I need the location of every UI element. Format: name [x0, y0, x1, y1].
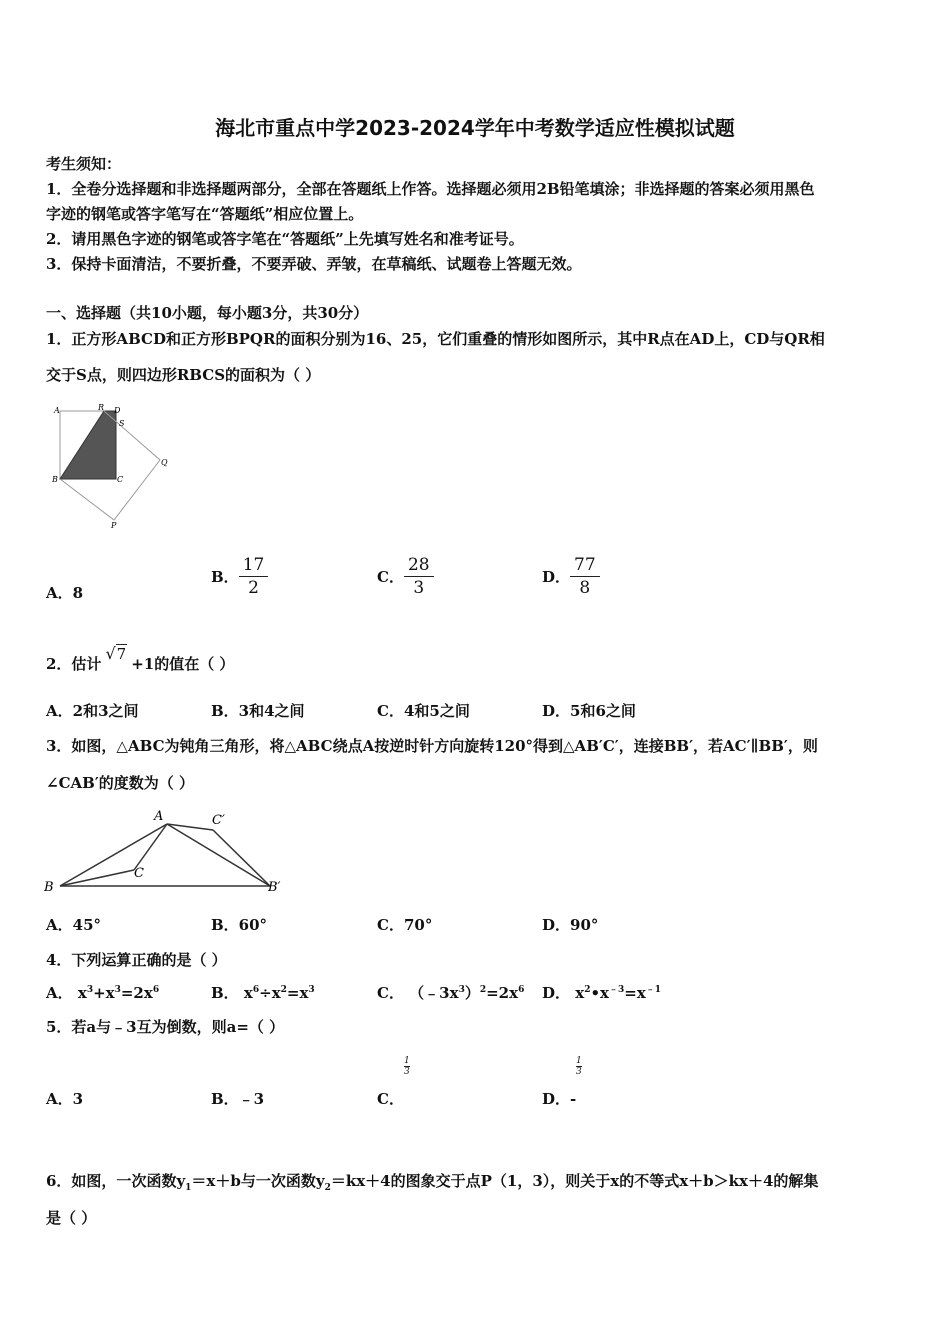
q1-option-a-value: 8 — [72, 584, 84, 602]
segment-ab2 — [167, 824, 270, 886]
q2-option-c[interactable]: C．4和5之间 — [377, 702, 470, 720]
q4-option-d[interactable]: D． $x^2•x^{﹣3}=x^{﹣1}$ — [542, 984, 662, 1002]
fraction-numerator: 1 — [404, 1056, 410, 1066]
q3-stem-line-2: ∠CAB′的度数为（ ） — [46, 774, 195, 792]
q1-option-c-fraction — [404, 554, 434, 599]
fraction-numerator: 28 — [404, 554, 434, 577]
fig3-label-a: A — [154, 809, 164, 824]
segment-ac2 — [167, 824, 213, 830]
q1-option-c-label: C． — [377, 568, 404, 586]
segment-bc — [60, 870, 134, 886]
q3-figure — [40, 804, 290, 898]
notice-item-1-line-2: 字迹的钢笔或答字笔写在“答题纸”相应位置上。 — [46, 205, 364, 223]
fraction-denominator: 3 — [413, 578, 425, 598]
q1-option-d-label: D． — [542, 568, 571, 586]
notice-item-2: 2．请用黑色字迹的钢笔或答字笔在“答题纸”上先填写姓名和准考证号。 — [46, 230, 524, 248]
page-title: 海北市重点中学2023-2024学年中考数学适应性模拟试题 — [215, 116, 735, 140]
q6-stem-line-1: 6．如图，一次函数$y_1=x+b$与一次函数$y_2=kx+4$的图象交于点P（1，3），则关于x的不等式x＋b＞kx＋4的解集 — [46, 1172, 819, 1193]
q6-stem-line-2: 是（ ） — [46, 1209, 97, 1227]
fraction-denominator: 8 — [579, 578, 591, 598]
fig1-label-s: S — [119, 419, 125, 428]
q3-option-a[interactable]: A．45° — [46, 916, 102, 934]
q1-option-c[interactable] — [377, 554, 434, 599]
q5-option-b[interactable]: B．﹣3 — [211, 1090, 265, 1108]
q1-option-a[interactable] — [46, 582, 83, 603]
q5-stem: 5．若a与﹣3互为倒数，则a=（ ） — [46, 1018, 285, 1036]
q5-option-c-label: C． — [377, 1090, 404, 1108]
fraction-denominator: 3 — [576, 1067, 582, 1077]
segment-c2b2 — [213, 830, 270, 886]
fig1-label-r: R — [98, 403, 105, 412]
q1-figure — [44, 402, 184, 532]
q2-prefix: 2．估计 — [46, 655, 102, 673]
q2-option-a[interactable]: A．2和3之间 — [46, 702, 139, 720]
q4-option-c-label: C． — [377, 984, 404, 1002]
q1-stem-line-1: 1．正方形ABCD和正方形BPQR的面积分别为16、25，它们重叠的情形如图所示，其中R点在AD上，CD与QR相 — [46, 330, 825, 348]
segment-ba — [60, 824, 167, 886]
q1-stem-line-2: 交于S点，则四边形RBCS的面积为（ ） — [46, 366, 321, 384]
q1-option-a-label: A． — [46, 584, 73, 602]
fig1-label-p: P — [111, 521, 117, 530]
q5-option-d-label: D．- — [542, 1090, 577, 1108]
radicand: 7 — [116, 645, 127, 663]
q3-option-b[interactable]: B．60° — [211, 916, 268, 934]
fraction-numerator: 17 — [239, 554, 269, 577]
q4-stem: 4．下列运算正确的是（ ） — [46, 951, 227, 969]
q5-option-d[interactable] — [542, 1088, 576, 1109]
shaded-rbcs — [60, 411, 116, 479]
notice-heading: 考生须知： — [46, 155, 122, 173]
fig1-label-d: D — [114, 406, 121, 415]
q4-option-b-label: B． — [211, 984, 239, 1002]
q4-option-b[interactable]: B． $x^6\div x^2=x^3$ — [211, 984, 315, 1002]
radical-icon: √ — [105, 644, 116, 663]
q1-option-d-fraction — [570, 554, 600, 599]
q4-option-d-label: D． — [542, 984, 571, 1002]
q3-option-d[interactable]: D．90° — [542, 916, 599, 934]
fraction-denominator: 2 — [248, 578, 259, 598]
q3-option-c[interactable]: C．70° — [377, 916, 433, 934]
q2-stem — [46, 644, 235, 674]
fraction-denominator: 3 — [404, 1067, 410, 1077]
segment-ca — [134, 824, 167, 870]
q2-suffix: +1的值在（ ） — [131, 655, 235, 673]
q2-option-b[interactable]: B．3和4之间 — [211, 702, 305, 720]
q2-option-d[interactable]: D．5和6之间 — [542, 702, 636, 720]
fig1-label-b: B — [52, 475, 58, 484]
notice-item-1-line-1: 1．全卷分选择题和非选择题两部分，全部在答题纸上作答。选择题必须用2B铅笔填涂；非选择题的答案必须用黑色 — [46, 180, 815, 198]
q4-option-a-label: A． — [46, 984, 73, 1002]
q5-option-c[interactable] — [377, 1088, 404, 1109]
fig3-label-c: C — [134, 866, 144, 881]
fig1-label-a: A — [54, 406, 60, 415]
q4-option-a[interactable]: A． $x^3+x^3=2x^6$ — [46, 984, 160, 1002]
fig3-label-b-prime: B′ — [268, 880, 281, 895]
q1-option-b-fraction — [239, 554, 269, 599]
fig1-label-q: Q — [161, 458, 168, 467]
q1-option-d[interactable] — [542, 554, 600, 599]
fig3-label-c-prime: C′ — [212, 813, 225, 828]
q5-option-a[interactable]: A．3 — [46, 1090, 84, 1108]
q3-stem-line-1: 3．如图，△ABC为钝角三角形，将△ABC绕点A按逆时针方向旋转120°得到△AB′C′，连接BB′，若AC′∥BB′，则 — [46, 737, 818, 755]
fraction-numerator: 77 — [570, 554, 600, 577]
q1-option-b[interactable] — [211, 554, 268, 599]
q4-option-c[interactable]: C． $(﹣3x^3)^2=2x^6$ — [377, 984, 525, 1002]
q5-option-d-fraction — [576, 1056, 582, 1078]
section-heading: 一、选择题（共10小题，每小题3分，共30分） — [46, 304, 369, 322]
fraction-numerator: 1 — [576, 1056, 582, 1066]
sqrt-expression — [105, 644, 127, 663]
fig3-label-b: B — [44, 880, 54, 895]
fig1-label-c: C — [117, 475, 124, 484]
q5-option-c-fraction — [404, 1056, 410, 1078]
notice-item-3: 3．保持卡面清洁，不要折叠，不要弄破、弄皱，在草稿纸、试题卷上答题无效。 — [46, 255, 582, 273]
q1-option-b-label: B． — [211, 568, 239, 586]
